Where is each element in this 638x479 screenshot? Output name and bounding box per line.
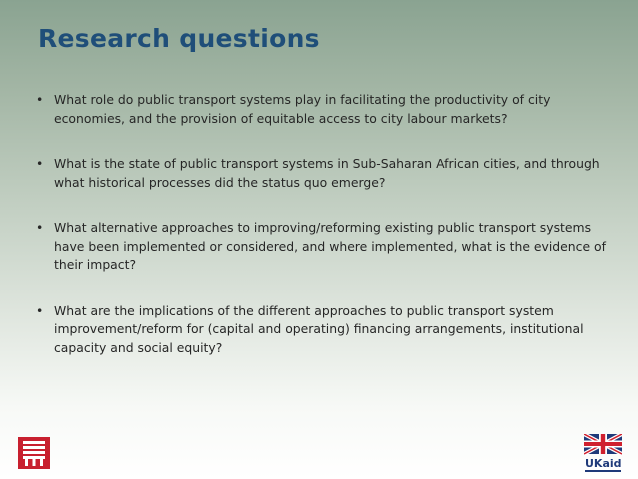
bullet-marker: • [36, 92, 44, 107]
bullet-text: What alternative approaches to improving/reforming existing public transport systems have been implemented or considered, and where implemented, what is the evidence of their impact? [54, 220, 606, 272]
bullet-marker: • [36, 302, 44, 318]
list-item [36, 219, 606, 275]
list-item [36, 302, 606, 358]
list-item [36, 91, 606, 128]
bullet-text: What are the implications of the different approaches to public transport system improvement/reform for (capital and operating) financing arrangements, institutional capacity and social equity? [54, 302, 584, 355]
bullet-list [36, 91, 606, 357]
list-item [36, 155, 606, 192]
bullet-marker: • [36, 220, 44, 235]
ukaid-logo-icon [584, 434, 622, 474]
bullet-marker: • [36, 156, 44, 171]
ukaid-logo-text: UKaid [585, 457, 622, 470]
bullet-text: What is the state of public transport systems in Sub-Saharan African cities, and through what historical processes did the status quo emerge? [54, 156, 600, 190]
slide-title: Research questions [38, 24, 320, 53]
bullet-text: What role do public transport systems play in facilitating the productivity of city economies, and the provision of equitable access to city labour markets? [54, 92, 551, 126]
institution-logo-icon [18, 437, 50, 469]
